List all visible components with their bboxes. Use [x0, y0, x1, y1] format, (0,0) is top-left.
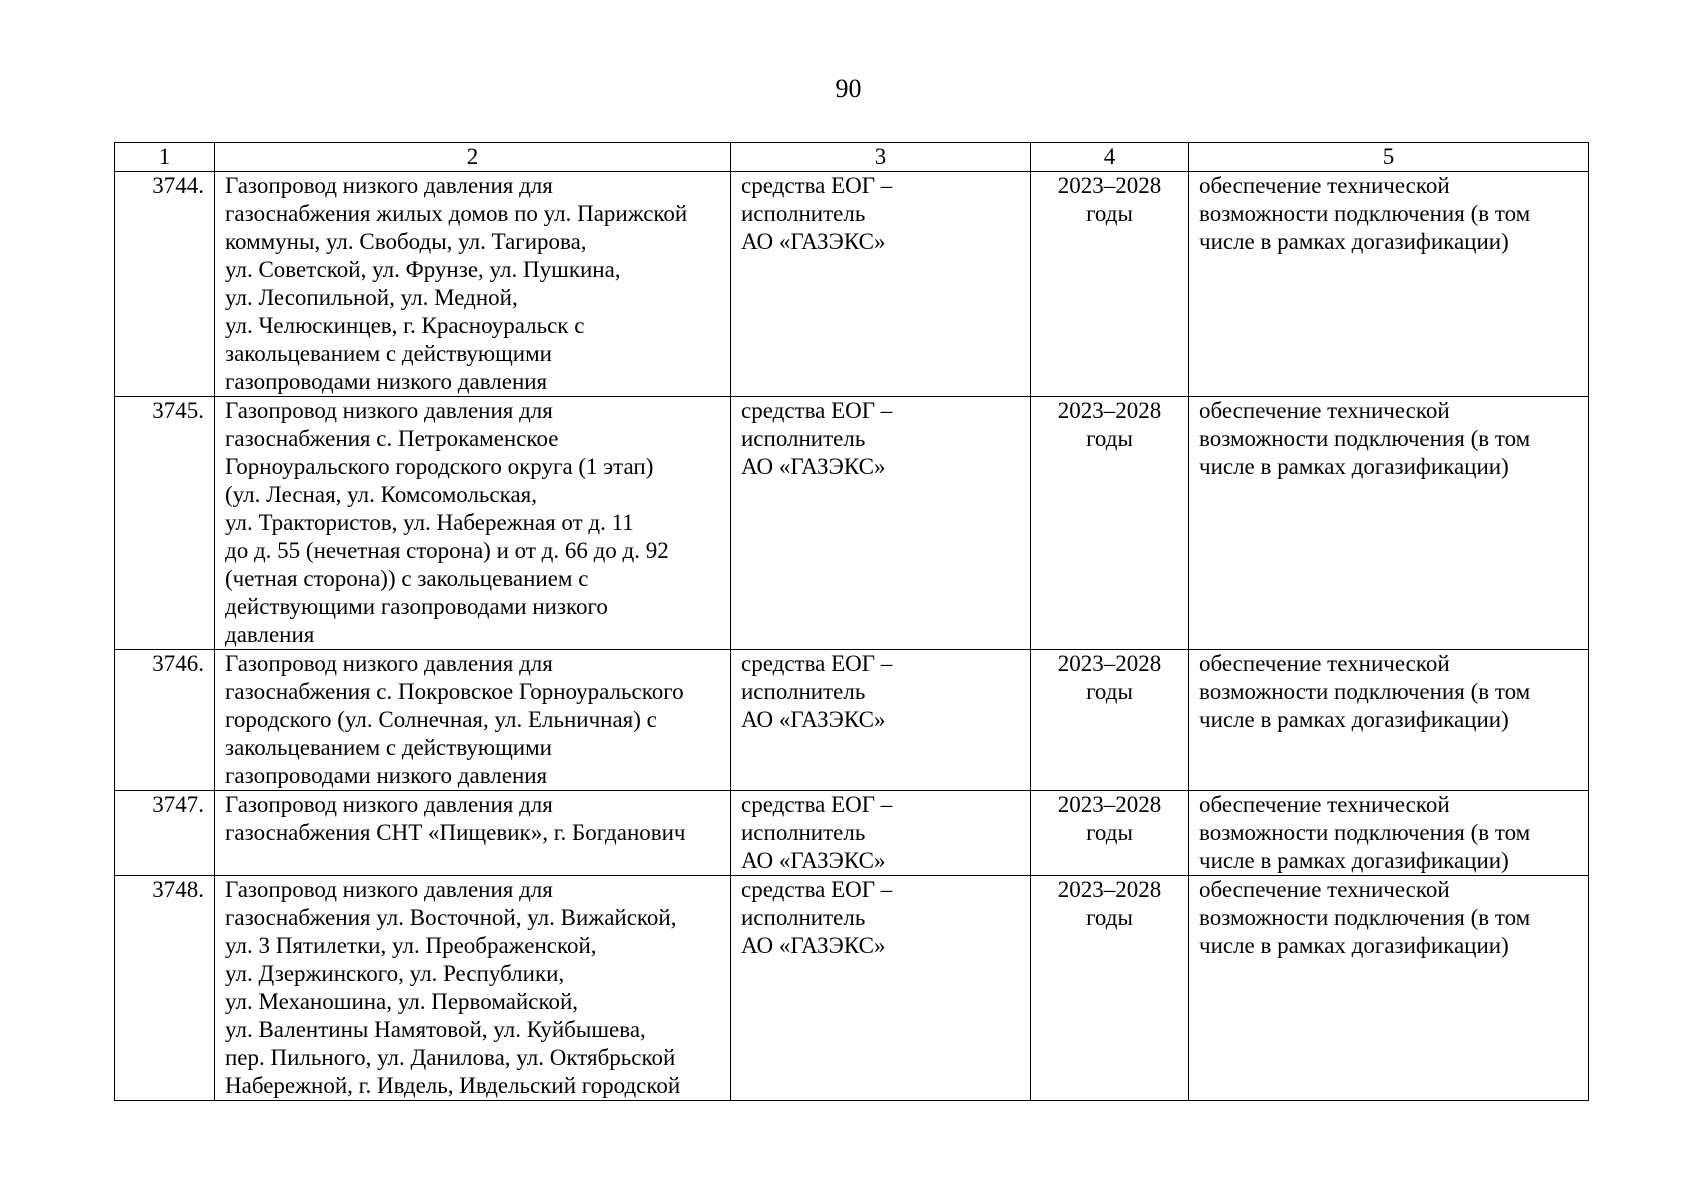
period-years: 2023–2028 [1057, 173, 1162, 198]
program-table [114, 142, 1589, 1101]
table-row [115, 791, 1589, 876]
row-number: 3746. [115, 650, 215, 791]
table-body [115, 172, 1589, 1101]
table-row [115, 172, 1589, 397]
funding-source: средства ЕОГ – исполнитель АО «ГАЗЭКС» [731, 876, 1031, 1101]
table-row [115, 876, 1589, 1101]
column-header-5: 5 [1189, 143, 1589, 172]
implementation-period [1031, 172, 1189, 397]
purpose: обеспечение технической возможности подключения (в том числе в рамках догазификации) [1189, 791, 1589, 876]
purpose: обеспечение технической возможности подключения (в том числе в рамках догазификации) [1189, 876, 1589, 1101]
column-header-4: 4 [1031, 143, 1189, 172]
purpose: обеспечение технической возможности подключения (в том числе в рамках догазификации) [1189, 650, 1589, 791]
implementation-period [1031, 650, 1189, 791]
implementation-period [1031, 791, 1189, 876]
row-number: 3747. [115, 791, 215, 876]
purpose: обеспечение технической возможности подключения (в том числе в рамках догазификации) [1189, 397, 1589, 650]
page-number: 90 [835, 74, 862, 103]
object-name: Газопровод низкого давления для газоснабжения жилых домов по ул. Парижской коммуны, ул. Свободы, ул. Тагирова, ул. Советской, ул. Фрунзе, ул. Пушкина, ул. Лесопильной, ул. Медной, ул. Челюскинцев, г. Красноуральск с закольцеванием с действующими газопроводами низкого давления [215, 172, 731, 397]
funding-source: средства ЕОГ – исполнитель АО «ГАЗЭКС» [731, 791, 1031, 876]
row-number: 3745. [115, 397, 215, 650]
period-unit: годы [1086, 679, 1133, 704]
implementation-period [1031, 397, 1189, 650]
row-number: 3748. [115, 876, 215, 1101]
period-unit: годы [1086, 905, 1133, 930]
object-name: Газопровод низкого давления для газоснабжения СНТ «Пищевик», г. Богданович [215, 791, 731, 876]
funding-source: средства ЕОГ – исполнитель АО «ГАЗЭКС» [731, 397, 1031, 650]
header-row [115, 143, 1589, 172]
table-row [115, 397, 1589, 650]
row-number: 3744. [115, 172, 215, 397]
column-header-2: 2 [215, 143, 731, 172]
funding-source: средства ЕОГ – исполнитель АО «ГАЗЭКС» [731, 172, 1031, 397]
period-years: 2023–2028 [1057, 398, 1162, 423]
funding-source: средства ЕОГ – исполнитель АО «ГАЗЭКС» [731, 650, 1031, 791]
period-years: 2023–2028 [1057, 877, 1162, 902]
period-unit: годы [1086, 201, 1133, 226]
period-unit: годы [1086, 820, 1133, 845]
period-years: 2023–2028 [1057, 792, 1162, 817]
implementation-period [1031, 876, 1189, 1101]
column-header-3: 3 [731, 143, 1031, 172]
period-unit: годы [1086, 426, 1133, 451]
table-row [115, 650, 1589, 791]
object-name: Газопровод низкого давления для газоснабжения с. Покровское Горноуральского городского (ул. Солнечная, ул. Ельничная) с закольцеванием с действующими газопроводами низкого давления [215, 650, 731, 791]
column-header-1: 1 [115, 143, 215, 172]
period-years: 2023–2028 [1057, 651, 1162, 676]
table-header [115, 143, 1589, 172]
purpose: обеспечение технической возможности подключения (в том числе в рамках догазификации) [1189, 172, 1589, 397]
object-name: Газопровод низкого давления для газоснабжения ул. Восточной, ул. Вижайской, ул. 3 Пятилетки, ул. Преображенской, ул. Дзержинского, ул. Республики, ул. Механошина, ул. Первомайской, ул. Валентины Намятовой, ул. Куйбышева, пер. Пильного, ул. Данилова, ул. Октябрьской Набережной, г. Ивдель, Ивдельский городской [215, 876, 731, 1101]
object-name: Газопровод низкого давления для газоснабжения с. Петрокаменское Горноуральского городского округа (1 этап) (ул. Лесная, ул. Комсомольская, ул. Трактористов, ул. Набережная от д. 11 до д. 55 (нечетная сторона) и от д. 66 до д. 92 (четная сторона)) с закольцеванием с действующими газопроводами низкого давления [215, 397, 731, 650]
